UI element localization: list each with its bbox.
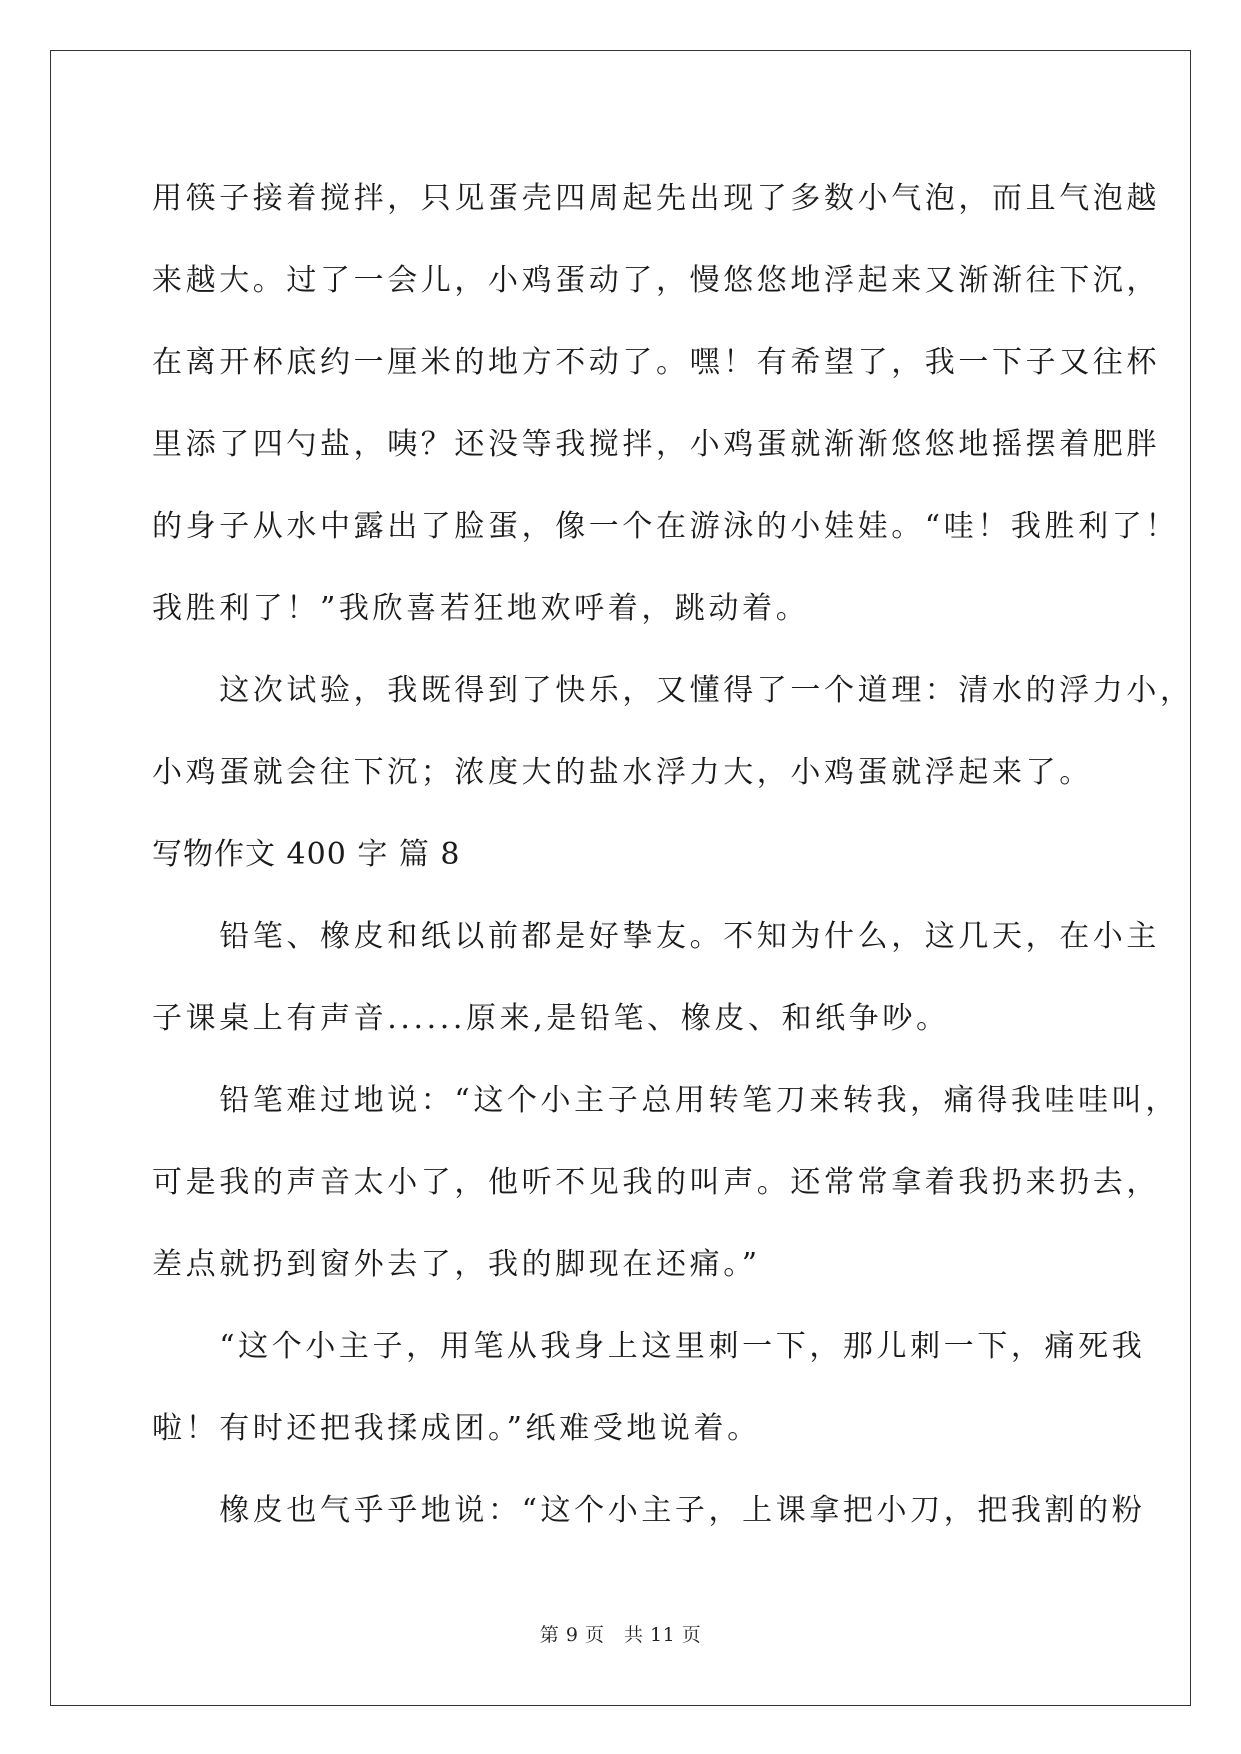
text-line: 这次试验，我既得到了快乐，又懂得了一个道理：清水的浮力小， xyxy=(152,673,1194,708)
text-line: 铅笔、橡皮和纸以前都是好挚友。不知为什么，这几天，在小主 xyxy=(152,919,1160,954)
text-line: 里添了四勺盐，咦？还没等我搅拌，小鸡蛋就渐渐悠悠地摇摆着肥胖 xyxy=(152,427,1160,462)
section-heading: 写物作文 400 字 篇 8 xyxy=(152,837,461,872)
text-line: 小鸡蛋就会往下沉；浓度大的盐水浮力大，小鸡蛋就浮起来了。 xyxy=(152,755,1093,790)
text-line: 来越大。过了一会儿，小鸡蛋动了，慢悠悠地浮起来又渐渐往下沉， xyxy=(152,263,1160,298)
text-line: 可是我的声音太小了，他听不见我的叫声。还常常拿着我扔来扔去， xyxy=(152,1165,1160,1200)
text-line: 铅笔难过地说：“这个小主子总用转笔刀来转我，痛得我哇哇叫， xyxy=(152,1083,1179,1118)
text-line: 橡皮也气乎乎地说：“这个小主子，上课拿把小刀，把我割的粉 xyxy=(152,1493,1146,1528)
text-line: 的身子从水中露出了脸蛋，像一个在游泳的小娃娃。“哇！我胜利了！ xyxy=(152,509,1179,544)
page-number-footer: 第 9 页 共 11 页 xyxy=(539,1624,702,1646)
text-line: 我胜利了！”我欣喜若狂地欢呼着，跳动着。 xyxy=(152,591,810,626)
text-line: 用筷子接着搅拌，只见蛋壳四周起先出现了多数小气泡，而且气泡越 xyxy=(152,181,1160,216)
text-line: 在离开杯底约一厘米的地方不动了。嘿！有希望了，我一下子又往杯 xyxy=(152,345,1160,380)
document-body xyxy=(152,158,1194,1552)
text-line: 差点就扔到窗外去了，我的脚现在还痛。” xyxy=(152,1247,761,1282)
text-line: 啦！有时还把我揉成团。”纸难受地说着。 xyxy=(152,1411,761,1446)
text-line: 子课桌上有声音......原来,是铅笔、橡皮、和纸争吵。 xyxy=(152,1001,950,1036)
text-line: “这个小主子，用笔从我身上这里刺一下，那儿刺一下，痛死我 xyxy=(152,1329,1146,1364)
